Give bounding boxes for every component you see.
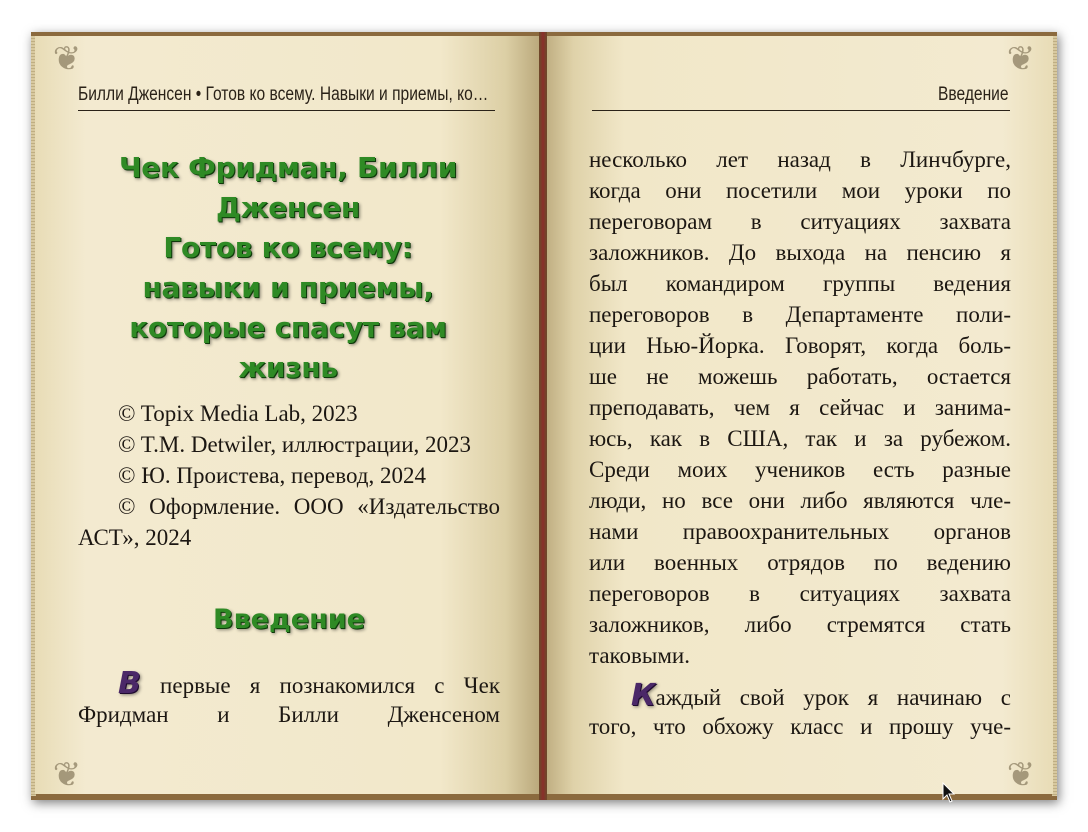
- text-line-content: первые я познакомился с Чек: [160, 673, 500, 698]
- text-line: нами правоохранительных органов: [589, 519, 1011, 544]
- corner-ornament-icon: ❦: [1006, 39, 1036, 79]
- running-head-right: Введение: [938, 84, 1009, 105]
- text-line-content: аждый свой урок я начинаю с: [655, 685, 1011, 710]
- drop-cap: К: [631, 678, 656, 713]
- text-line: переговорам в ситуациях захвата: [589, 209, 1011, 234]
- text-line: или военных отрядов по ведению: [589, 550, 1011, 575]
- copyright-block: [78, 398, 500, 553]
- copyright-line: © T.M. Detwiler, иллюстрации, 2023: [118, 432, 472, 457]
- running-head-rule-left: [78, 110, 495, 111]
- copyright-line: © Ю. Проистева, перевод, 2024: [118, 463, 426, 488]
- text-line: люди, но все они либо являются чле-: [589, 488, 1011, 513]
- title-line: которые спасут вам: [129, 311, 447, 344]
- text-line: того, что обхожу класс и прошу уче-: [589, 714, 1011, 739]
- book-spine: [539, 32, 547, 800]
- text-line: Среди моих учеников есть разные: [589, 457, 1011, 482]
- text-line: таковыми.: [589, 643, 690, 668]
- text-line: переговоров в ситуациях захвата: [589, 581, 1011, 606]
- text-line: переговоров в Департаменте поли-: [589, 302, 1011, 327]
- drop-cap: В: [118, 666, 141, 701]
- text-line: ше не можешь работать, остается: [589, 364, 1011, 389]
- copyright-line: © Topix Media Lab, 2023: [118, 401, 358, 426]
- title-line: Дженсен: [216, 191, 360, 224]
- text-line: заложников, либо стремятся стать: [589, 612, 1011, 637]
- text-line: преподавать, чем я сейчас и занима-: [589, 395, 1011, 420]
- title-line: Готов ко всему:: [163, 231, 413, 264]
- intro-paragraph: [78, 668, 500, 730]
- running-head-left: Билли Дженсен • Готов ко всему. Навыки и приемы, ко…: [78, 84, 489, 105]
- corner-ornament-icon: ❦: [52, 755, 82, 795]
- text-line: был командиром группы ведения: [589, 271, 1011, 296]
- text-line: когда они посетили мои уроки по: [589, 178, 1011, 203]
- text-line: [589, 680, 1011, 711]
- title-line: Чек Фридман, Билли: [118, 151, 458, 184]
- text-line: юсь, как в США, так и за рубежом.: [589, 426, 1011, 451]
- text-line: Фридман и Билли Дженсеном: [78, 702, 500, 727]
- copyright-line: © Оформление. ООО «Издательство АСТ», 2024: [78, 494, 500, 550]
- mouse-cursor-icon: [942, 782, 956, 804]
- text-line: ции Нью-Йорка. Говорят, когда боль-: [589, 333, 1011, 358]
- title-line: жизнь: [238, 351, 338, 384]
- section-title: Введение: [213, 604, 365, 635]
- text-line: заложников. До выхода на пенсию я: [589, 240, 1011, 265]
- text-line: [78, 668, 500, 699]
- title-line: навыки и приемы,: [142, 271, 434, 304]
- running-head-rule-right: [592, 110, 1010, 111]
- corner-ornament-icon: ❦: [1006, 755, 1036, 795]
- book-title: [90, 148, 486, 388]
- body-text-right: [589, 144, 1011, 742]
- text-line: несколько лет назад в Линчбурге,: [589, 147, 1011, 172]
- corner-ornament-icon: ❦: [52, 39, 82, 79]
